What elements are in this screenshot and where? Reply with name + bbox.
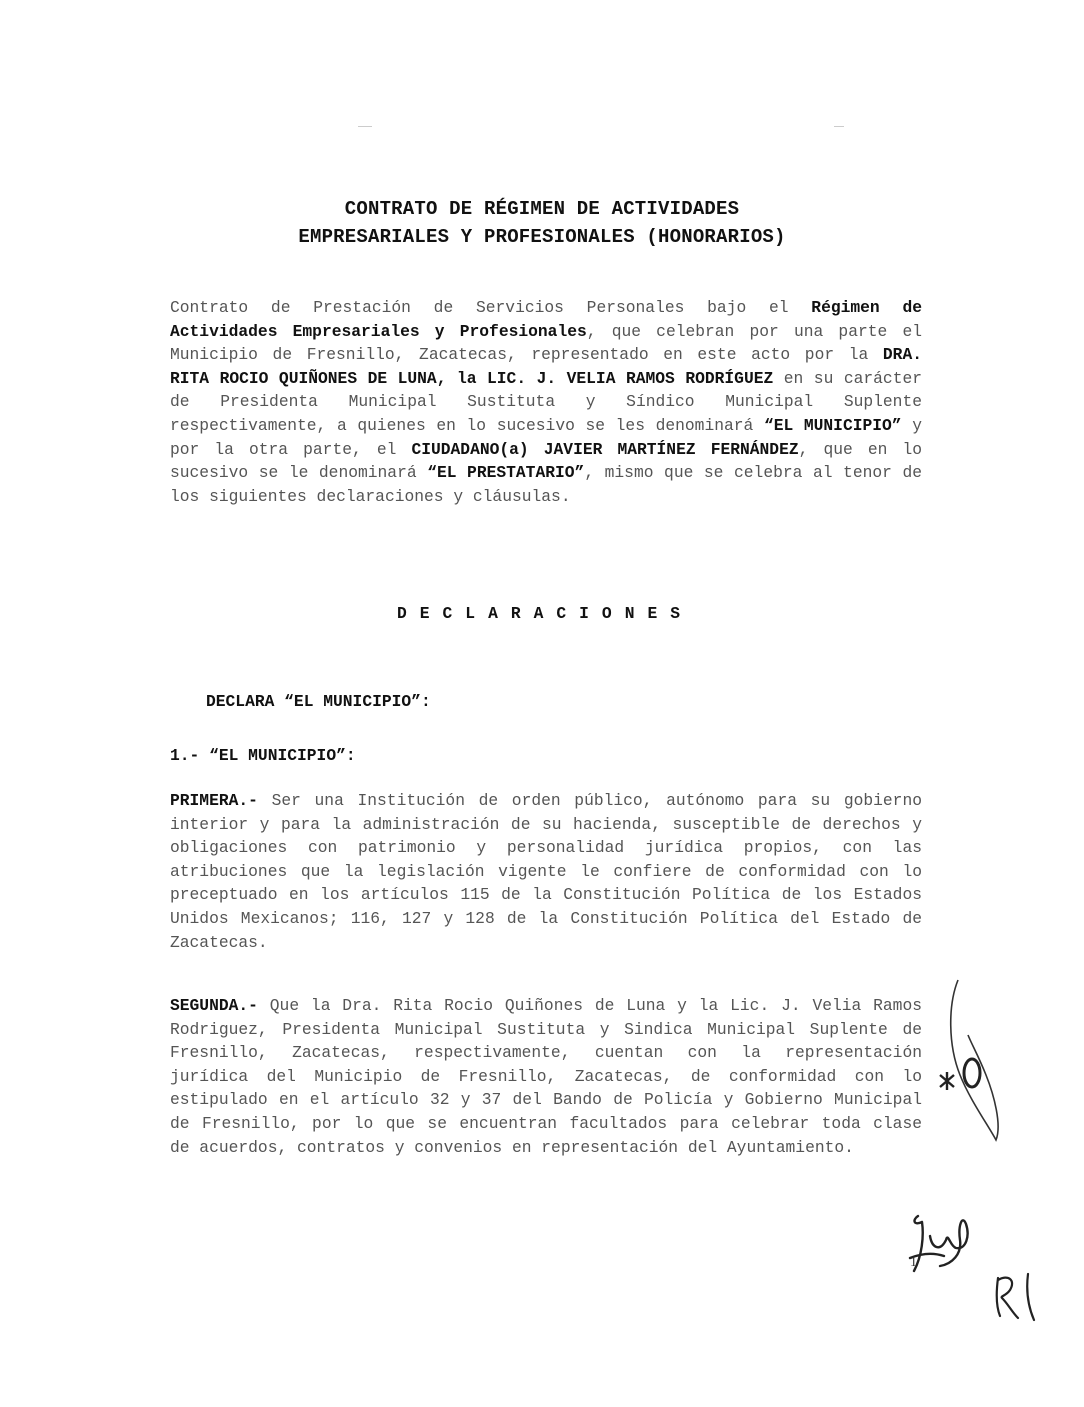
document-title-line-1: CONTRATO DE RÉGIMEN DE ACTIVIDADES [344, 198, 740, 220]
declara-municipio-heading: DECLARA “EL MUNICIPIO”: [206, 692, 431, 711]
page-signature [900, 1196, 980, 1286]
intro-paragraph [170, 296, 922, 508]
clause-segunda-text: Que la Dra. Rita Rocio Quiñones de Luna y la Lic. J. Velia Ramos Rodriguez, Presidenta Municipal Sustituta y Sindica Municipal Suplente de Fresnillo, Zacatecas, respectivamente, cuentan con la representación jurídica del Municipio de Fresnillo, Zacatecas, de conformidad con lo estipulado en el artículo 32 y 37 del Bando de Policía y Gobierno Municipal de Fresnillo, por lo que se encuentran facultados para celebrar toda clase de acuerdos, contratos y convenios en representación del Ayuntamiento. [170, 996, 922, 1157]
clause-primera-label: PRIMERA.- [170, 791, 258, 810]
intro-text: , mismo que se celebra al tenor de los siguientes declaraciones y cláusulas. [170, 463, 923, 506]
margin-signature [928, 975, 1008, 1145]
intro-text: y por la otra parte, el [170, 415, 922, 459]
page-number: 1 [910, 1255, 917, 1270]
scan-mark [834, 126, 844, 127]
clause-primera [170, 789, 922, 954]
scan-mark [358, 126, 372, 127]
intro-text: Contrato de Prestación de Servicios Personales bajo el [170, 298, 812, 317]
clause-primera-text: Ser una Institución de orden público, autónomo para su gobierno interior y para la administración de su hacienda, susceptible de derechos y obligaciones con patrimonio y personalidad jurídica propios, con las atribuciones que la legislación vigente le confiere de conformidad con lo preceptuado en los artículos 115 de la Constitución Política de los Estados Unidos Mexicanos; 116, 127 y 128 de la Constitución Política del Estado de Zacatecas. [170, 791, 922, 952]
declaraciones-heading: DECLARACIONES [396, 604, 693, 623]
intro-text: , que en lo sucesivo se le denominará [170, 439, 922, 483]
document-title-line-2: EMPRESARIALES Y PROFESIONALES (HONORARIOS) [298, 226, 786, 248]
section-1-heading: 1.- “EL MUNICIPIO”: [170, 746, 356, 765]
intro-text: en su carácter de Presidenta Municipal Sustituta y Síndico Municipal Suplente respectivamente, a quienes en lo sucesivo se les denominará [170, 368, 922, 435]
intro-bold-representantes: DRA. RITA ROCIO QUIÑONES DE LUNA, la LIC. J. VELIA RAMOS RODRÍGUEZ [170, 345, 922, 388]
intro-bold-municipio: “EL MUNICIPIO” [763, 415, 902, 435]
intro-bold-regimen: Régimen de Actividades Empresariales y Profesionales [170, 298, 922, 341]
intro-bold-prestatario: “EL PRESTATARIO” [427, 463, 585, 483]
clause-segunda [170, 994, 922, 1159]
intro-bold-ciudadano: CIUDADANO(a) JAVIER MARTÍNEZ FERNÁNDEZ [411, 439, 799, 459]
clause-segunda-label: SEGUNDA.- [170, 996, 258, 1015]
intro-text: , que celebran por una parte el Municipio de Fresnillo, Zacatecas, representado en este acto por la [170, 321, 922, 365]
handwritten-initials [990, 1268, 1050, 1328]
